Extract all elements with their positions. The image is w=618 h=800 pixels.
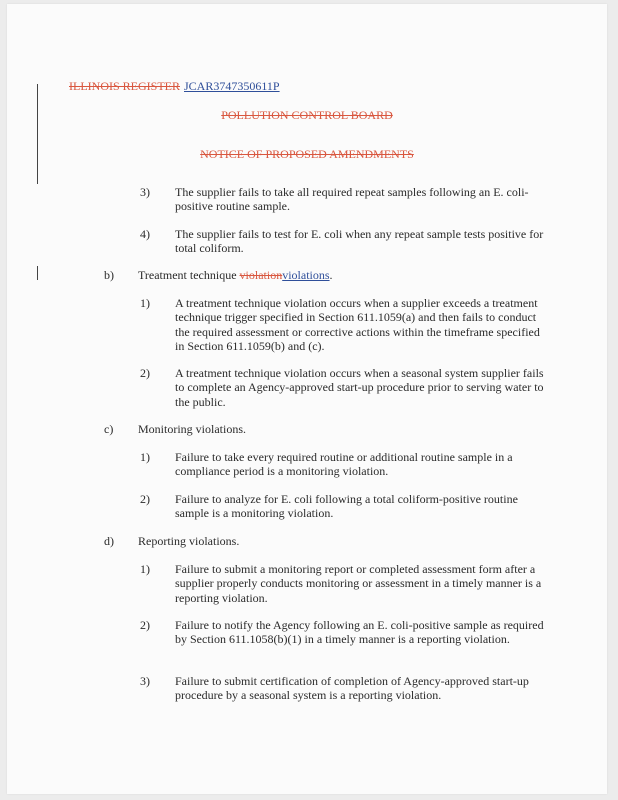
board-header: POLLUTION CONTROL BOARD [221,108,393,122]
register-header [69,79,280,94]
notice-header: NOTICE OF PROPOSED AMENDMENTS [200,147,414,161]
revision-bar [37,84,38,184]
document-page: ILLINOIS REGISTER JCAR3747350611P POLLUTION CONTROL BOARD NOTICE OF PROPOSED AMENDMENTS 3) The supplier fails to take all required repeat samples following an E. coli-positive routine sample. 4) The supplier fails to test for E. coli when any repeat sample tests positive for total coliform. b) Treatment technique violationviolations. 1) A treatment technique violation occurs when a supplier exceeds a treatment technique trigger specified in Section 611.1059(a) and then fails to conduct the required assessment or corrective actions within the timeframe specified in Section 611.1059(b) and (c). 2) A treatment technique violation occurs when a seasonal system supplier fails to complete an Agency-approved start-up procedure prior to serving water to the public. c) Monitoring violations. 1) Failure to take every required routine or additional routine sample in a compliance period is a monitoring violation. 2) Failure to analyze for E. coli following a total coliform-positive routine sample is a monitoring violation. d) Reporting violations. 1) Failure to submit a monitoring report or completed assessment form after a supplier properly conducts monitoring or assessment in a timely manner is a reporting violation. 2) Failure to notify the Agency following an E. coli-positive sample as required by Section 611.1058(b)(1) in a timely manner is a reporting violation. 3) Failure to submit certification of completion of Agency-approved start-up procedure by a seasonal system is a reporting violation. [7,4,607,794]
register-inserted: JCAR3747350611P [184,79,280,93]
register-deleted: ILLINOIS REGISTER [69,79,180,93]
revision-bar [37,266,38,280]
